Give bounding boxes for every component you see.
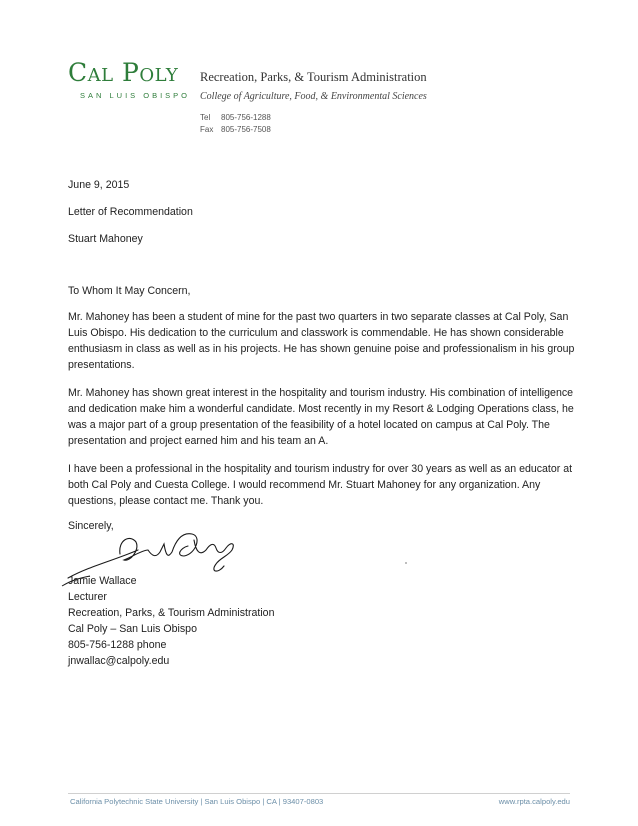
footer-website: www.rpta.calpoly.edu bbox=[498, 797, 570, 806]
signer-department: Recreation, Parks, & Tourism Administration bbox=[68, 607, 275, 619]
college-name: College of Agriculture, Food, & Environmental Sciences bbox=[200, 91, 427, 102]
tel-label: Tel bbox=[200, 113, 211, 122]
signer-phone: 805-756-1288 phone bbox=[68, 639, 167, 651]
footer-address: California Polytechnic State University | San Luis Obispo | CA | 93407-0803 bbox=[70, 797, 324, 806]
department-name: Recreation, Parks, & Tourism Administration bbox=[200, 70, 427, 84]
speck bbox=[405, 562, 407, 564]
footer-divider bbox=[68, 793, 570, 794]
letterhead-contact bbox=[200, 112, 271, 136]
fax-label: Fax bbox=[200, 125, 214, 134]
letter-date: June 9, 2015 bbox=[68, 179, 130, 191]
paragraph-1: Mr. Mahoney has been a student of mine for the past two quarters in two separate classes at Cal Poly, San Luis Obispo. His dedication to the curriculum and classwork is commendable. He has shown considerable enthusiasm in class as well as in his projects. He has shown genuine poise and professionalism in his group presentations. bbox=[68, 311, 575, 371]
signer-name: Jamie Wallace bbox=[68, 575, 137, 587]
fax-line bbox=[200, 124, 271, 136]
salutation: To Whom It May Concern, bbox=[68, 285, 191, 297]
fax-number: 805-756-7508 bbox=[221, 125, 271, 134]
tel-number: 805-756-1288 bbox=[221, 113, 271, 122]
cal-poly-logo: Cal Poly bbox=[68, 58, 179, 87]
paragraph-3: I have been a professional in the hospitality and tourism industry for over 30 years as well as an educator at both Cal Poly and Cuesta College. I would recommend Mr. Stuart Mahoney for any organization. Any questions, please contact me. Thank you. bbox=[68, 463, 573, 507]
letter-subject: Letter of Recommendation bbox=[68, 206, 193, 218]
logo-subtitle: SAN LUIS OBISPO bbox=[80, 91, 191, 100]
paragraph-2: Mr. Mahoney has shown great interest in the hospitality and tourism industry. His combination of intelligence and dedication make him a wonderful candidate. Most recently in my Resort & Lodging Operations class, he was a major part of a group presentation of the feasibility of a hotel located on campus at Cal Poly. The presentation and project earned him and his team an A. bbox=[68, 387, 574, 447]
signer-email: jnwallac@calpoly.edu bbox=[68, 655, 170, 667]
closing: Sincerely, bbox=[68, 520, 114, 532]
signer-school: Cal Poly – San Luis Obispo bbox=[68, 623, 197, 635]
tel-line bbox=[200, 112, 271, 124]
letter-regarding: Stuart Mahoney bbox=[68, 233, 143, 245]
signer-title: Lecturer bbox=[68, 591, 107, 603]
